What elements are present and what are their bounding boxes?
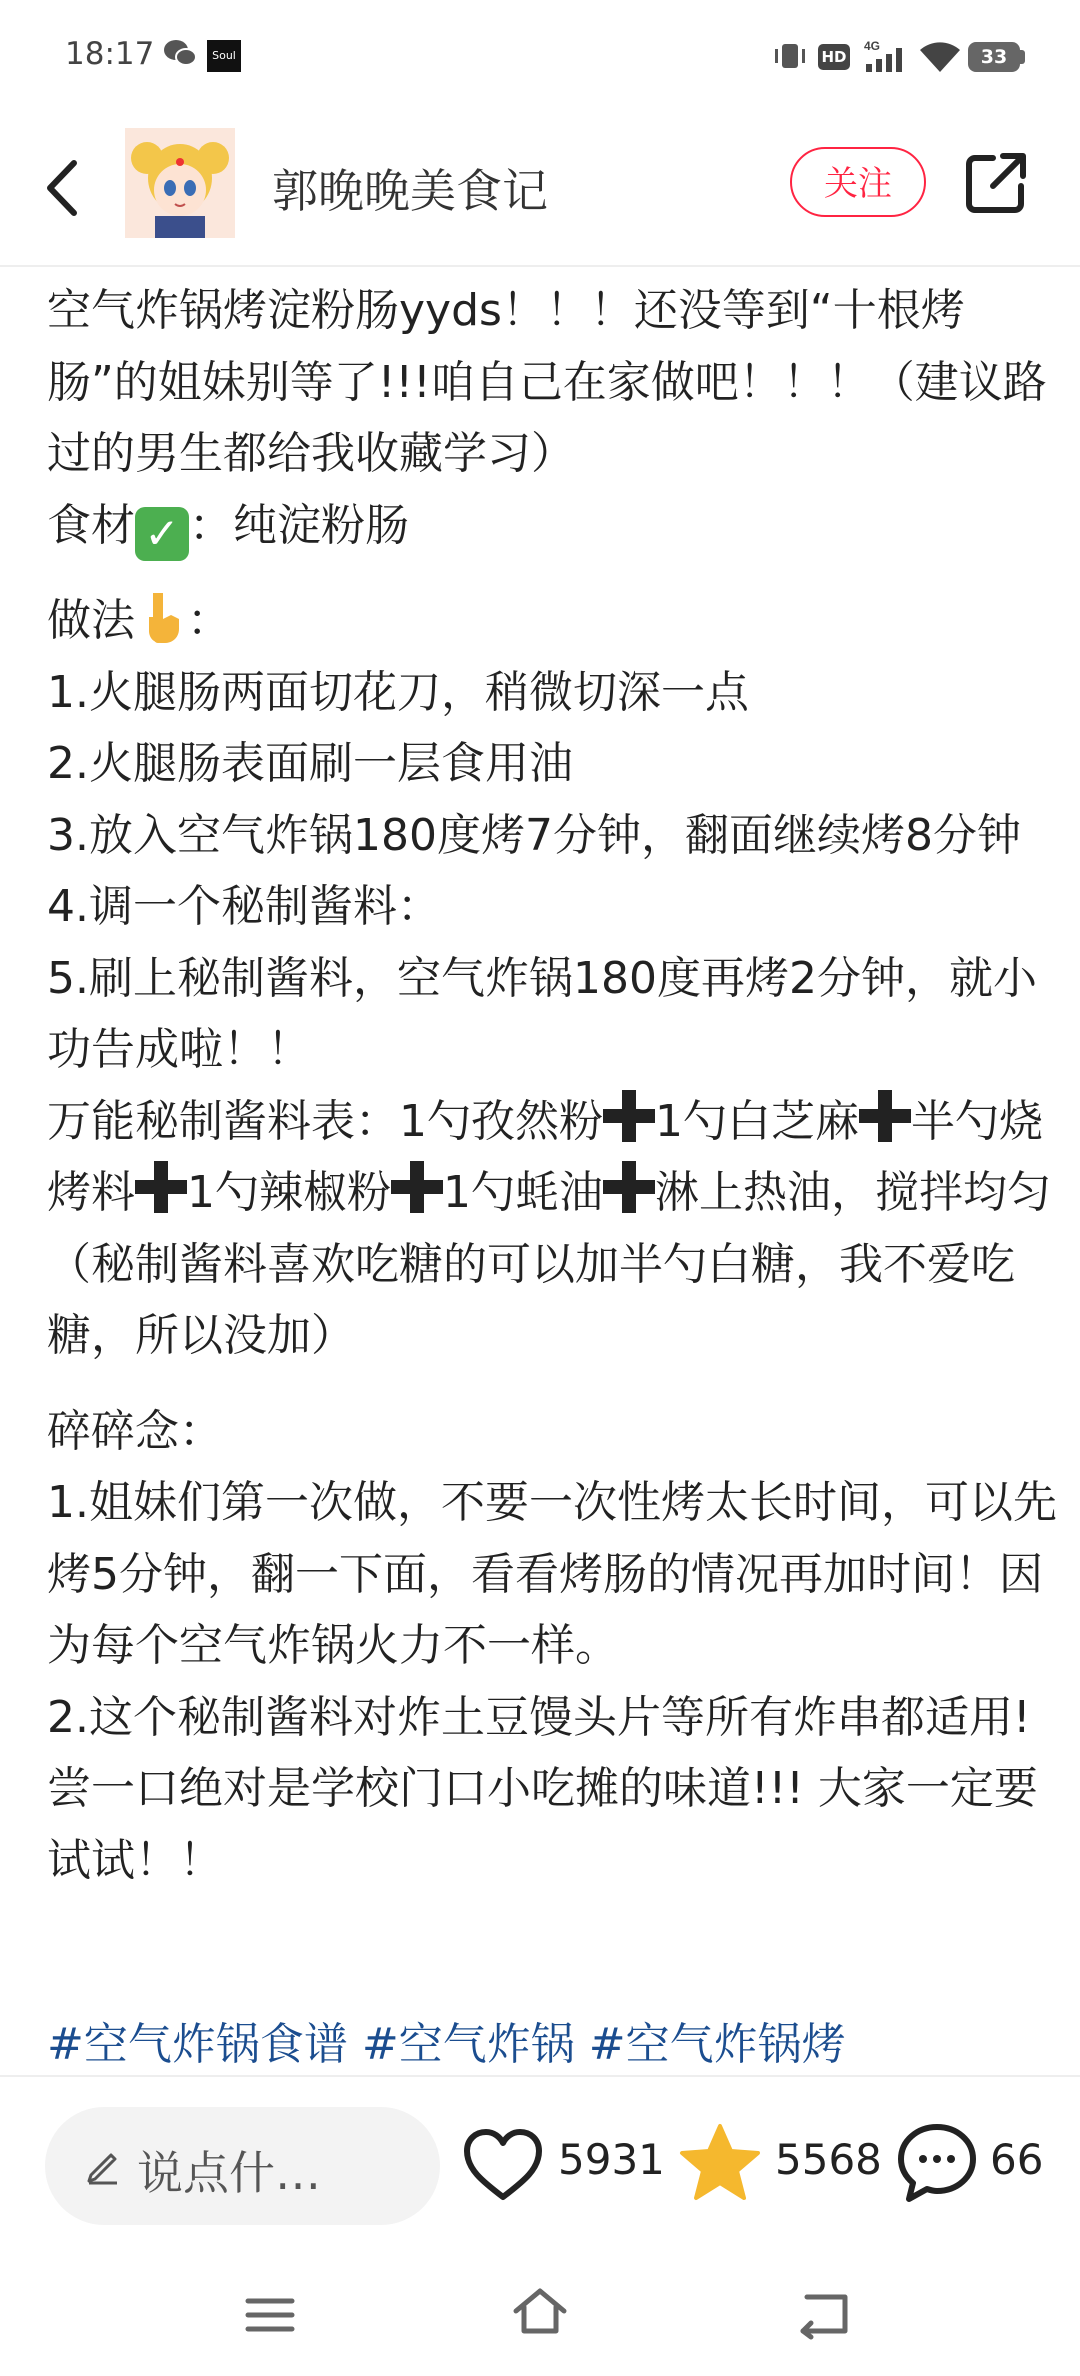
hd-icon: HD	[818, 44, 850, 70]
sauce-recipe	[47, 1086, 1057, 1372]
comment-count: 66	[990, 2135, 1044, 2184]
plus-icon	[603, 1090, 655, 1142]
like-count: 5931	[558, 2135, 665, 2184]
author-name[interactable]: 郭晚晚美食记	[272, 164, 548, 218]
wifi-icon	[918, 40, 962, 74]
signal-4g-icon	[862, 38, 908, 74]
home-icon[interactable]	[510, 2285, 570, 2339]
method-label: 做法	[47, 595, 135, 646]
comment-bubble-icon[interactable]	[895, 2121, 979, 2205]
status-time: 18:17	[65, 36, 155, 72]
share-icon[interactable]	[963, 150, 1029, 216]
follow-button[interactable]: 关注	[790, 147, 926, 217]
pointing-down-icon	[135, 589, 187, 645]
step-5: 5.刷上秘制酱料，空气炸锅180度再烤2分钟，就小功告成啦！！	[47, 952, 1037, 1075]
avatar-illustration	[125, 128, 235, 238]
sauce-item: 半勺烧烤料	[47, 1095, 1043, 1218]
heart-icon[interactable]	[462, 2127, 544, 2203]
tip-1: 1.姐妹们第一次做，不要一次性烤太长时间，可以先烤5分钟，翻一下面，看看烤肠的情况再加时间！因为每个空气炸锅火力不一样。	[47, 1477, 1057, 1671]
soul-app-icon: Soul	[207, 40, 241, 72]
step-1: 1.火腿肠两面切花刀，稍微切深一点	[47, 666, 749, 718]
tip-2: 2.这个秘制酱料对炸土豆馒头片等所有炸串都适用!尝一口绝对是学校门口小吃摊的味道!!! 大家一定要试试！！	[47, 1691, 1038, 1886]
method-separator: ：	[187, 595, 231, 646]
comment-placeholder: 说点什…	[137, 2146, 321, 2200]
collect-count: 5568	[775, 2135, 882, 2184]
post-content	[47, 275, 1057, 2075]
plus-icon	[859, 1090, 911, 1142]
bottom-action-bar	[0, 2075, 1080, 2247]
plus-icon	[603, 1161, 655, 1213]
battery-icon: 33	[968, 42, 1020, 72]
check-mark-icon: ✓	[135, 507, 189, 561]
plus-icon	[135, 1161, 187, 1213]
tips-title: 碎碎念：	[47, 1405, 223, 1457]
post-intro: 空气炸锅烤淀粉肠yyds！！！还没等到“十根烤肠”的姐妹别等了!!!咱自己在家做吧！！！（建议路过的男生都给我收藏学习）	[47, 285, 1047, 479]
sauce-item: 1勺蚝油	[443, 1167, 603, 1218]
ingredients-separator: ：	[189, 499, 233, 551]
status-bar	[0, 0, 1080, 115]
author-avatar[interactable]	[125, 128, 235, 238]
ingredients-value: 纯淀粉肠	[233, 499, 409, 551]
back-arrow-icon[interactable]	[38, 153, 88, 223]
return-icon[interactable]	[795, 2291, 851, 2337]
ingredients-label: 食材	[47, 499, 135, 551]
step-2: 2.火腿肠表面刷一层食用油	[47, 738, 573, 789]
sauce-item: 1勺辣椒粉	[187, 1167, 391, 1218]
pencil-icon	[83, 2145, 123, 2185]
star-icon[interactable]	[678, 2122, 762, 2204]
post-header	[0, 115, 1080, 267]
svg-text:4G: 4G	[864, 39, 881, 53]
method-heading	[47, 585, 1057, 657]
ingredients-line	[47, 490, 1057, 562]
sauce-item: 1勺孜然粉	[399, 1095, 603, 1147]
plus-icon	[391, 1161, 443, 1213]
system-nav-bar	[0, 2245, 1080, 2376]
vibrate-icon	[770, 40, 810, 72]
comment-input[interactable]	[45, 2107, 440, 2225]
step-4: 4.调一个秘制酱料：	[47, 881, 441, 932]
menu-icon[interactable]	[245, 2295, 295, 2335]
step-3: 3.放入空气炸锅180度烤7分钟，翻面继续烤8分钟	[47, 809, 1021, 861]
sauce-item: 1勺白芝麻	[655, 1095, 859, 1147]
battery-tip	[1020, 50, 1025, 64]
hashtags-text[interactable]: #空气炸锅食谱 #空气炸锅 #空气炸锅烤	[47, 2019, 846, 2070]
sauce-item: 淋上热油，搅拌均匀（秘制酱料喜欢吃糖的可以加半勺白糖，我不爱吃糖，所以没加）	[47, 1167, 1051, 1361]
sauce-title: 万能秘制酱料表：	[47, 1095, 399, 1147]
wechat-icon	[162, 38, 198, 68]
